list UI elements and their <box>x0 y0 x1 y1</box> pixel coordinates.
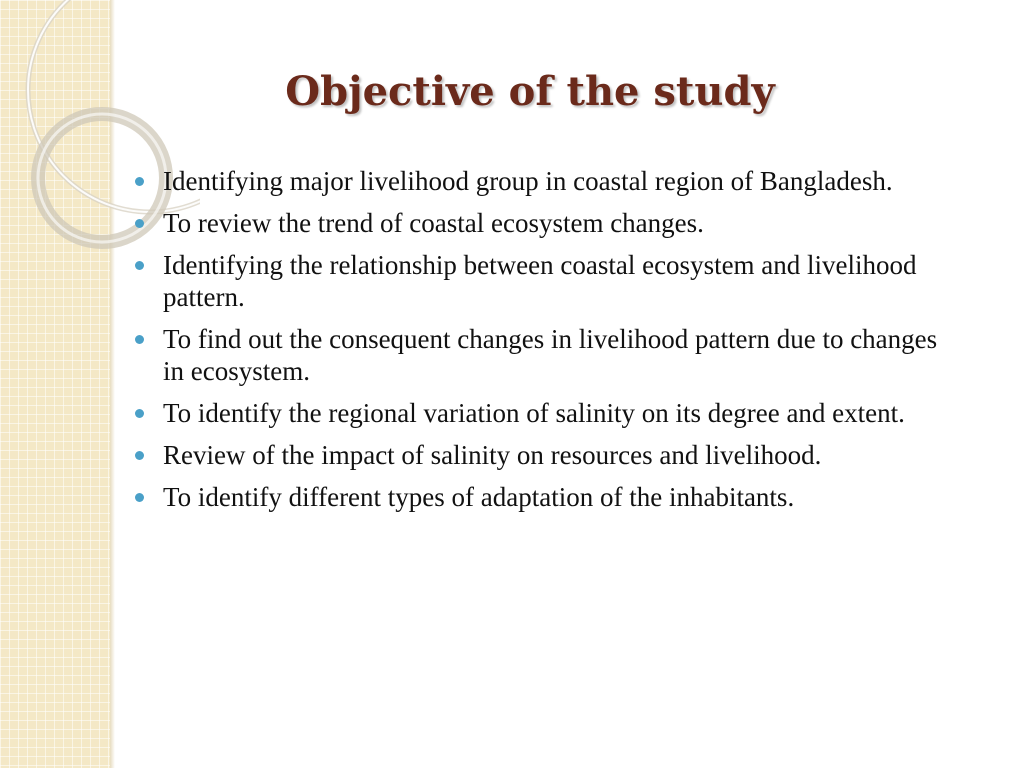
list-item <box>132 481 952 513</box>
list-item-text: Identifying the relationship between coastal ecosystem and livelihood pattern. <box>163 250 917 312</box>
list-item-text: To identify the regional variation of salinity on its degree and extent. <box>163 398 905 428</box>
slide-title: Objective of the study <box>285 68 775 115</box>
bullet-dot-icon <box>135 409 144 418</box>
list-item <box>132 397 952 429</box>
bullet-dot-icon <box>135 451 144 460</box>
bullet-dot-icon <box>135 219 144 228</box>
bullet-dot-icon <box>135 261 144 270</box>
list-item <box>132 207 952 239</box>
list-item-text: To identify different types of adaptation of the inhabitants. <box>163 482 795 512</box>
list-item <box>132 323 952 387</box>
list-item-text: To review the trend of coastal ecosystem changes. <box>163 208 704 238</box>
list-item-text: Identifying major livelihood group in coastal region of Bangladesh. <box>163 166 893 196</box>
list-item-text: To find out the consequent changes in livelihood pattern due to changes in ecosystem. <box>163 324 938 386</box>
list-item <box>132 165 952 197</box>
bullet-dot-icon <box>135 335 144 344</box>
list-item <box>132 249 952 313</box>
bullet-dot-icon <box>135 177 144 186</box>
bullet-dot-icon <box>135 493 144 502</box>
list-item-text: Review of the impact of salinity on resources and livelihood. <box>163 440 822 470</box>
objectives-list <box>132 165 952 523</box>
list-item <box>132 439 952 471</box>
